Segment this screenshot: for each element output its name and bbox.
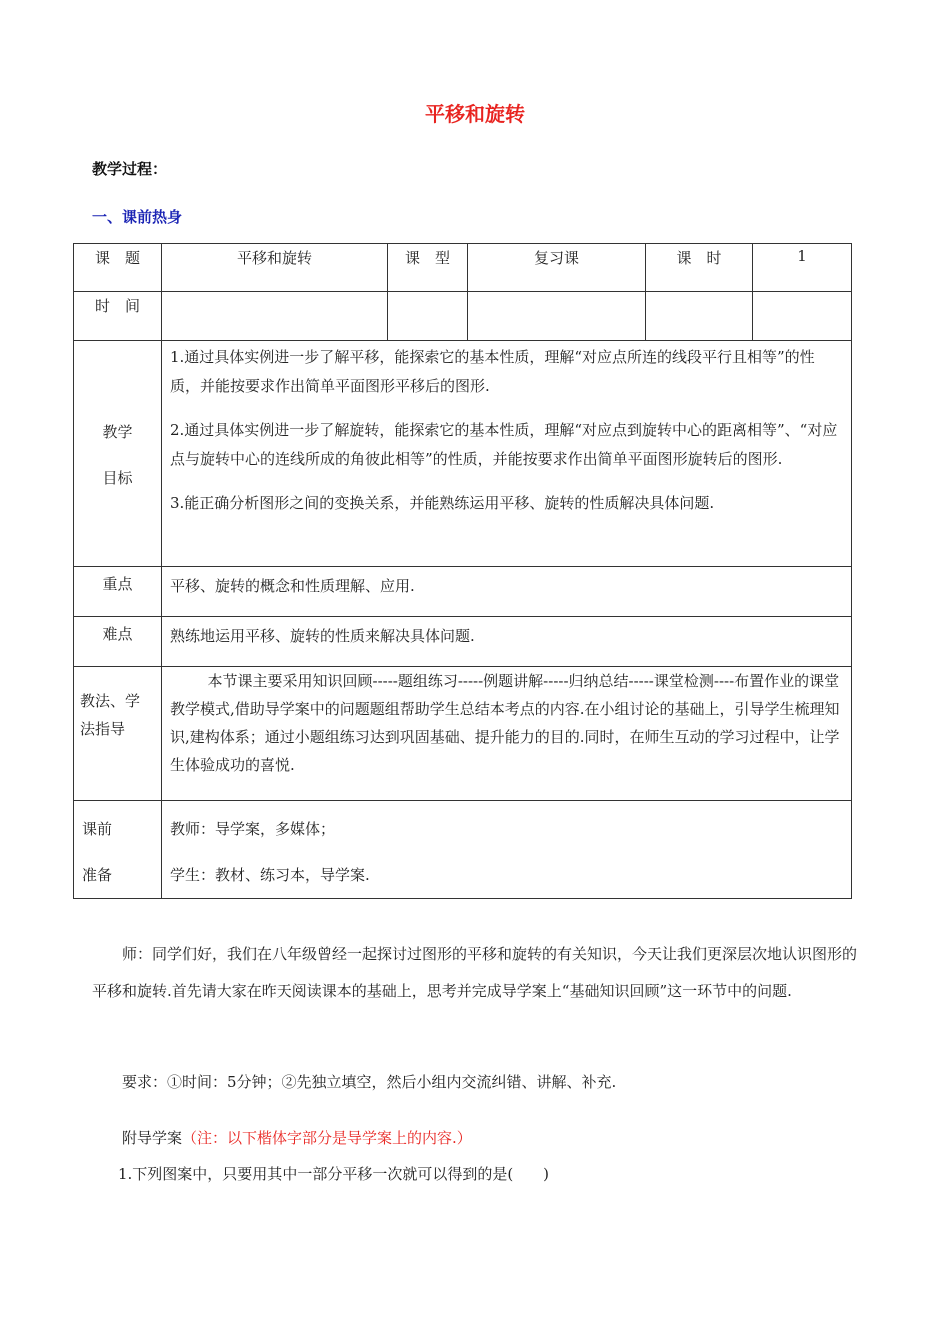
label-hours: 课 时 [646, 244, 753, 292]
topic-value: 平移和旋转 [162, 244, 388, 292]
section-heading-process: 教学过程： [92, 160, 168, 178]
lesson-plan-table [73, 243, 852, 899]
prep-cell [162, 801, 852, 899]
prep-student: 学生：教材、练习本，导学案. [170, 866, 370, 884]
method-value: 本节课主要采用知识回顾-----题组练习-----例题讲解-----归纳总结-----课堂检测----布置作业的课堂教学模式,借助导学案中的问题题组帮助学生总结本考点的内容.在小组讨论的基础上，引导学生梳理知识,建构体系；通过小题组练习达到巩固基础、提升能力的目的.同时，在师生互动的学习过程中，让学生体验成功的喜悦. [162, 667, 852, 801]
table-row [74, 244, 852, 292]
goal-2: 2.通过具体实例进一步了解旋转，能探索它的基本性质，理解“对应点到旋转中心的距离相等”、“对应点与旋转中心的连线所成的角彼此相等”的性质，并能按要求作出简单平面图形旋转后的图形. [170, 421, 838, 468]
empty-cell [753, 292, 852, 341]
hours-value: 1 [753, 244, 852, 292]
label-method [74, 667, 162, 801]
goals-cell [162, 341, 852, 567]
teacher-intro-paragraph: 师：同学们好，我们在八年级曾经一起探讨过图形的平移和旋转的有关知识，今天让我们更深层次地认识图形的平移和旋转.首先请大家在昨天阅读课本的基础上，思考并完成导学案上“基础知识回顾”这一环节中的问题. [92, 945, 858, 1000]
label-method-line-2: 法指导 [80, 720, 126, 738]
key-value: 平移、旋转的概念和性质理解、应用. [162, 567, 852, 617]
table-row [74, 667, 852, 801]
label-prep [74, 801, 162, 899]
section-heading-warmup: 一、课前热身 [92, 208, 183, 226]
table-row [74, 567, 852, 617]
label-hard: 难点 [74, 617, 162, 667]
goal-3: 3.能正确分析图形之间的变换关系，并能熟练运用平移、旋转的性质解决具体问题. [170, 494, 715, 512]
table-row [74, 617, 852, 667]
prep-teacher: 教师：导学案，多媒体； [170, 820, 336, 838]
table-row [74, 801, 852, 899]
label-goals [74, 341, 162, 567]
label-topic: 课 题 [74, 244, 162, 292]
guide-note: （注：以下楷体字部分是导学案上的内容.） [182, 1129, 472, 1147]
guide-prefix: 附导学案 [122, 1129, 183, 1147]
hard-value: 熟练地运用平移、旋转的性质来解决具体问题. [162, 617, 852, 667]
label-goals-line-2: 目标 [102, 469, 133, 487]
page-title: 平移和旋转 [425, 102, 525, 126]
time-value-cell [162, 292, 388, 341]
label-prep-line-1: 课前 [82, 820, 113, 838]
guide-note-paragraph [122, 1120, 887, 1157]
label-key: 重点 [74, 567, 162, 617]
label-goals-line-1: 教学 [102, 423, 133, 441]
type-value: 复习课 [468, 244, 646, 292]
label-prep-line-2: 准备 [82, 866, 113, 884]
label-time: 时 间 [74, 292, 162, 341]
empty-cell [468, 292, 646, 341]
empty-cell [646, 292, 753, 341]
label-method-line-1: 教法、学 [80, 692, 141, 710]
table-row [74, 292, 852, 341]
requirement-paragraph: 要求：①时间：5分钟；②先独立填空，然后小组内交流纠错、讲解、补充. [122, 1073, 617, 1091]
table-row [74, 341, 852, 567]
goal-1: 1.通过具体实例进一步了解平移，能探索它的基本性质，理解“对应点所连的线段平行且相等”的性质，并能按要求作出简单平面图形平移后的图形. [170, 348, 815, 395]
question-1: 1.下列图案中，只要用其中一部分平移一次就可以得到的是( ) [118, 1165, 550, 1183]
label-type: 课 型 [388, 244, 468, 292]
empty-cell [388, 292, 468, 341]
